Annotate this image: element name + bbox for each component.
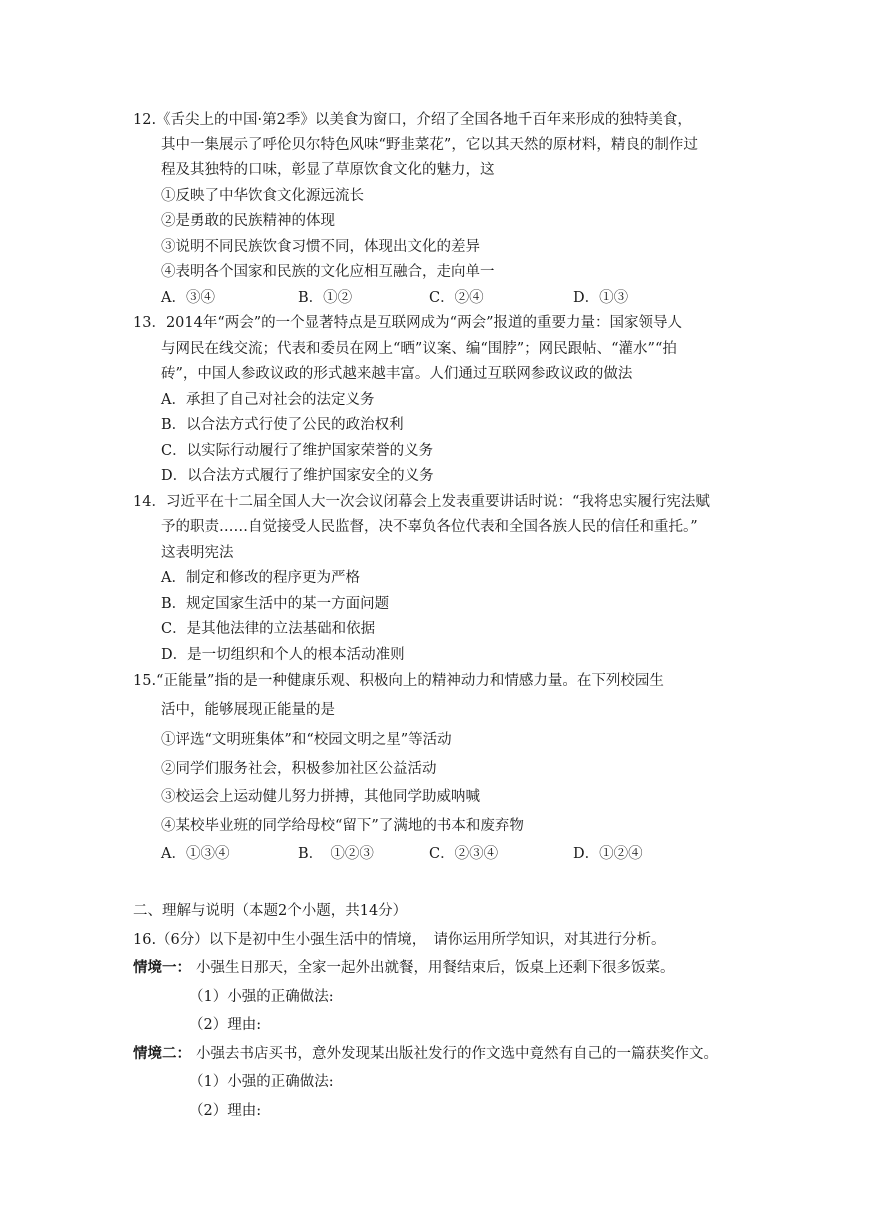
- q13-option-a: A．承担了自己对社会的法定义务: [161, 392, 375, 408]
- q16-scenario-2-sub-1: （1）小强的正确做法:: [189, 1074, 334, 1090]
- q14-option-b: B．规定国家生活中的某一方面问题: [161, 596, 390, 612]
- q12-option-a: A．③④: [161, 290, 215, 306]
- q16-scenario-1-text: 小强生日那天，全家一起外出就餐，用餐结束后，饭桌上还剩下很多饭菜。: [196, 960, 675, 976]
- q15-item-4: ④某校毕业班的同学给母校“留下”了满地的书本和废弃物: [161, 818, 524, 834]
- q12-stem-line-1: 12.《舌尖上的中国·第2季》以美食为窗口，介绍了全国各地千百年来形成的独特美食，: [133, 112, 692, 128]
- q15-item-2: ②同学们服务社会，积极参加社区公益活动: [161, 761, 437, 777]
- q16-scenario-2-label: 情境二：: [133, 1045, 191, 1062]
- q13-option-b: B．以合法方式行使了公民的政治权利: [161, 417, 404, 433]
- q15-option-a: A．①③④: [161, 846, 230, 862]
- q16-scenario-1-label: 情境一：: [133, 959, 191, 976]
- q15-option-d: D．①②④: [573, 846, 643, 862]
- q12-item-2: ②是勇敢的民族精神的体现: [161, 213, 335, 229]
- q13-stem-line-1: 13．2014年“两会”的一个显著特点是互联网成为“两会”报道的重要力量：国家领导人: [133, 315, 683, 331]
- q13-option-c: C．以实际行动履行了维护国家荣誉的义务: [161, 443, 434, 459]
- q16-scenario-1-sub-2: （2）理由:: [189, 1017, 262, 1033]
- q12-option-b: B．①②: [298, 290, 353, 306]
- q15-stem-line-2: 活中，能够展现正能量的是: [161, 702, 335, 718]
- q15-item-1: ①评选“文明班集体”和“校园文明之星”等活动: [161, 732, 452, 748]
- q13-stem-line-3: 砖”，中国人参政议政的形式越来越丰富。人们通过互联网参政议政的做法: [161, 366, 633, 382]
- q14-option-c: C．是其他法律的立法基础和依据: [161, 621, 376, 637]
- q16-stem: 16.（6分）以下是初中生小强生活中的情境， 请你运用所学知识，对其进行分析。: [133, 932, 666, 948]
- section-2-title: 二、理解与说明（本题2个小题，共14分）: [133, 903, 408, 919]
- q14-option-d: D．是一切组织和个人的根本活动准则: [161, 647, 405, 663]
- q12-item-3: ③说明不同民族饮食习惯不同，体现出文化的差异: [161, 239, 480, 255]
- q12-stem-line-2: 其中一集展示了呼伦贝尔特色风味“野韭菜花”，它以其天然的原材料，精良的制作过: [161, 137, 698, 153]
- q12-stem-line-3: 程及其独特的口味，彰显了草原饮食文化的魅力，这: [161, 162, 495, 178]
- q13-stem-line-2: 与网民在线交流；代表和委员在网上“晒”议案、编“围脖”；网民跟帖、“灌水”“拍: [161, 341, 677, 357]
- q12-item-1: ①反映了中华饮食文化源远流长: [161, 188, 364, 204]
- q12-option-d: D．①③: [573, 290, 629, 306]
- q16-scenario-2-text: 小强去书店买书，意外发现某出版社发行的作文选中竟然有自己的一篇获奖作文。: [196, 1046, 718, 1062]
- q12-option-c: C．②④: [429, 290, 484, 306]
- q14-stem-line-2: 予的职责……自觉接受人民监督，决不辜负各位代表和全国各族人民的信任和重托。”: [161, 519, 698, 535]
- q15-option-c: C．②③④: [429, 846, 499, 862]
- q15-item-3: ③校运会上运动健儿努力拼搏，其他同学助威呐喊: [161, 789, 480, 805]
- q12-item-4: ④表明各个国家和民族的文化应相互融合，走向单一: [161, 264, 495, 280]
- q16-scenario-2-sub-2: （2）理由:: [189, 1103, 262, 1119]
- q14-stem-line-1: 14．习近平在十二届全国人大一次会议闭幕会上发表重要讲话时说：“我将忠实履行宪法赋: [133, 494, 710, 510]
- q15-stem-line-1: 15.“正能量”指的是一种健康乐观、积极向上的精神动力和情感力量。在下列校园生: [133, 673, 664, 689]
- q13-option-d: D．以合法方式履行了维护国家安全的义务: [161, 468, 434, 484]
- q15-option-b: B． ①②③: [298, 846, 374, 862]
- q14-stem-line-3: 这表明宪法: [161, 545, 234, 561]
- q14-option-a: A．制定和修改的程序更为严格: [161, 570, 360, 586]
- q16-scenario-1-sub-1: （1）小强的正确做法:: [189, 989, 334, 1005]
